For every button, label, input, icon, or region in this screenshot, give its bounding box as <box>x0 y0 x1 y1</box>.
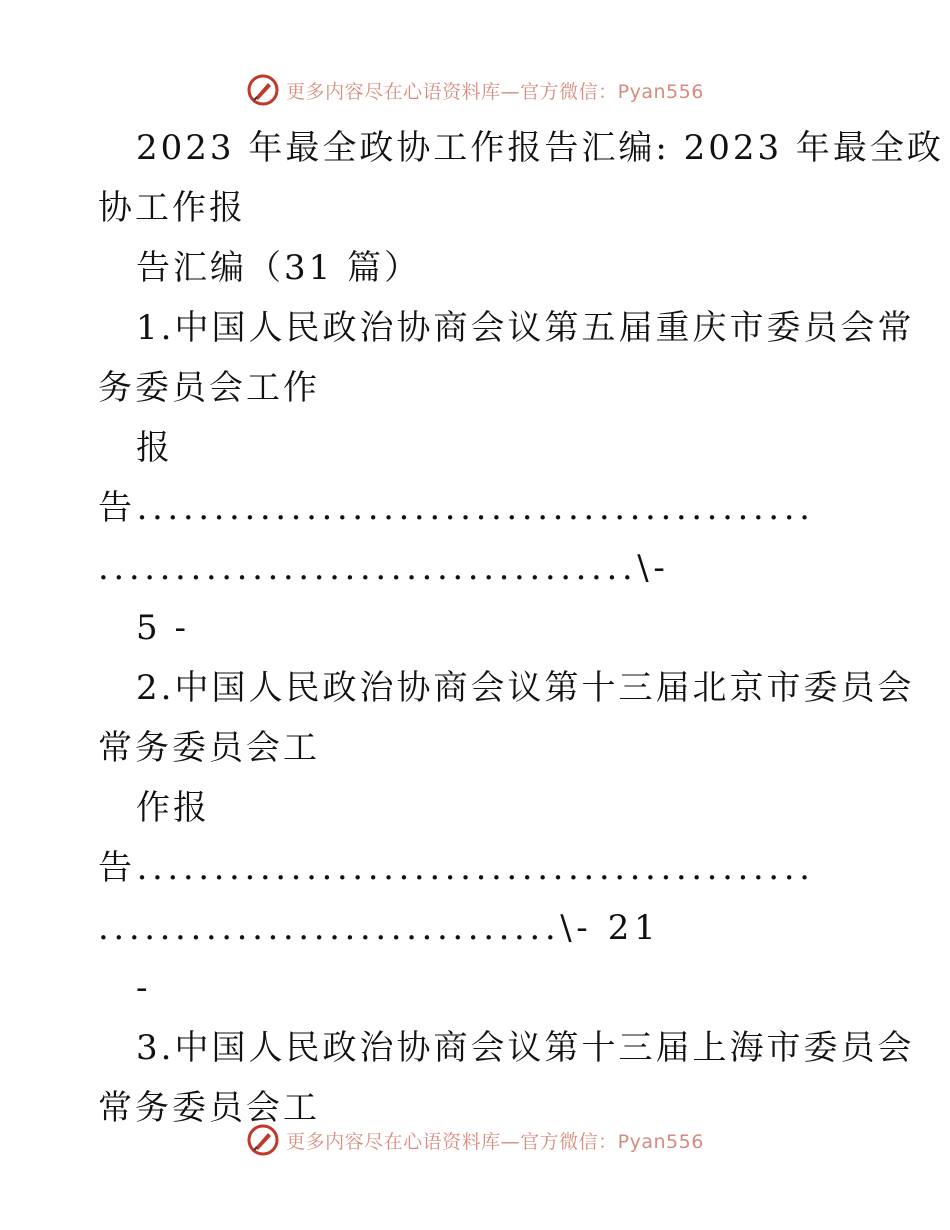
document-line: 2.中国人民政治协商会议第十三届北京市委员会 <box>136 668 915 708</box>
document-line: 务委员会工作 <box>98 368 320 408</box>
document-body <box>98 118 944 1138</box>
quill-logo-icon <box>246 73 280 107</box>
watermark-header <box>0 70 950 110</box>
watermark-text: 更多内容尽在心语资料库—官方微信：Pyan556 <box>286 80 704 103</box>
document-line: - <box>136 968 151 1008</box>
document-line: ..............................\- 21 <box>98 908 661 948</box>
watermark-text: 更多内容尽在心语资料库—官方微信：Pyan556 <box>286 1130 704 1153</box>
watermark-footer <box>0 1120 950 1160</box>
document-line: 常务委员会工 <box>98 728 320 768</box>
document-line: 协工作报 <box>98 188 246 228</box>
document-line: 常务委员会工 <box>98 1088 320 1128</box>
document-line: 告............................................ <box>98 488 815 528</box>
document-line: 1.中国人民政治协商会议第五届重庆市委员会常 <box>136 308 915 348</box>
document-line: 报 <box>136 428 173 468</box>
document-line: 告汇编（31 篇） <box>136 248 422 288</box>
document-line: 2023 年最全政协工作报告汇编: 2023 年最全政 <box>136 128 944 168</box>
quill-logo-icon <box>246 1123 280 1157</box>
document-line: 告............................................ <box>98 848 815 888</box>
document-line: 3.中国人民政治协商会议第十三届上海市委员会 <box>136 1028 915 1068</box>
document-line: ...................................\- <box>98 548 670 588</box>
document-line: 作报 <box>136 788 210 828</box>
document-line: 5 - <box>136 608 189 648</box>
